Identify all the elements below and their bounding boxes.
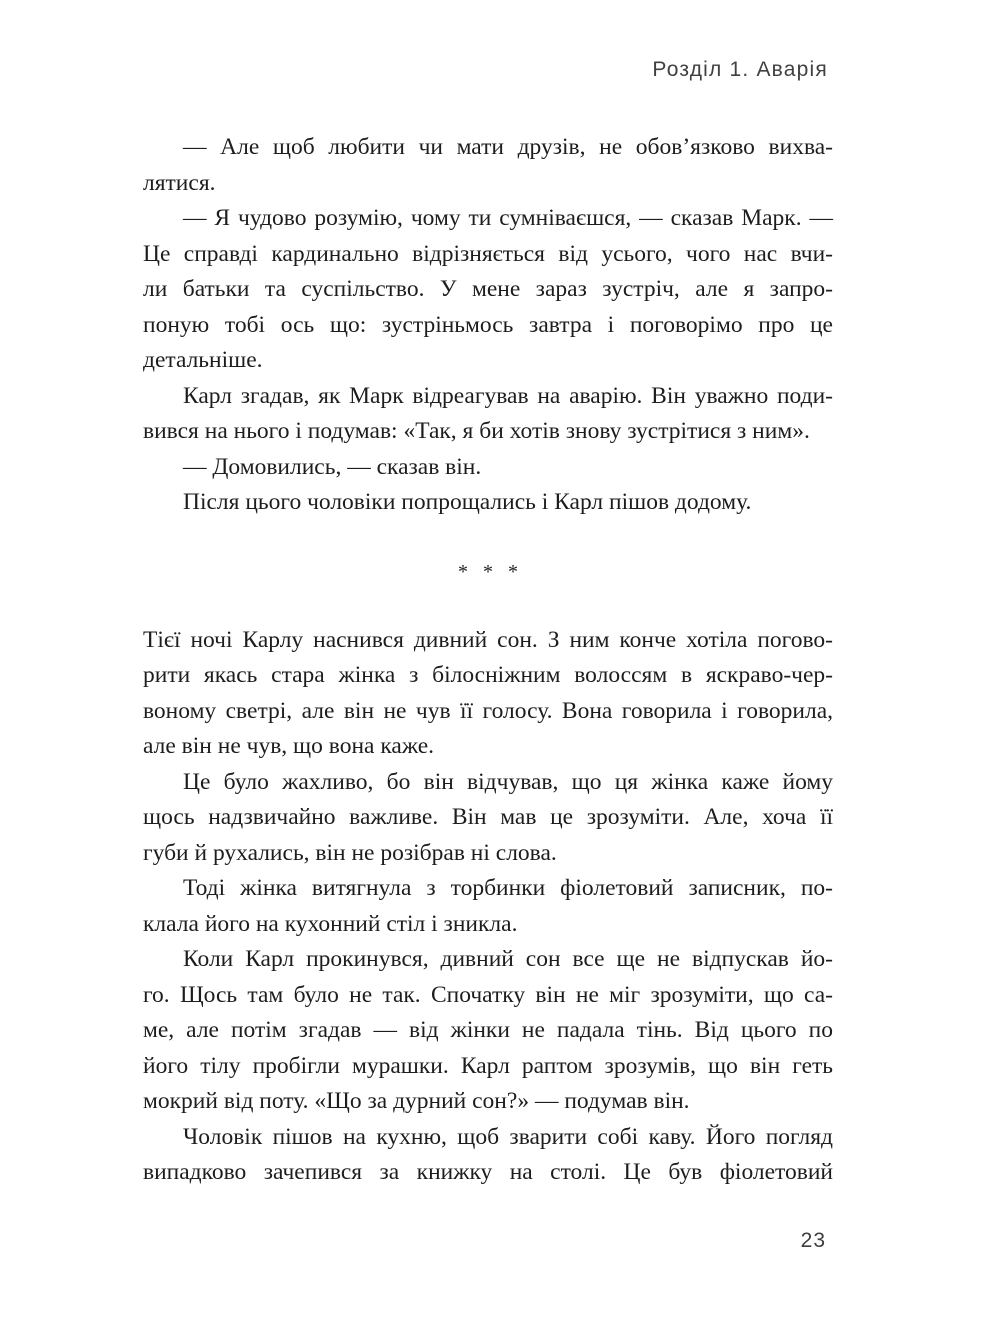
text-line: але він не чув, що вона каже. (143, 733, 435, 759)
text-line: Тієї ночі Карлу наснився дивний сон. З ним конче хотіла погово- (143, 626, 833, 653)
text-line: губи й рухались, він не розібрав ні слова. (143, 839, 557, 866)
text-line: — Я чудово розумію, чому ти сумніваєшся, — сказав Марк. — (183, 205, 833, 231)
text-line: Це справді кардинально відрізняється від усього, чого нас вчи- (143, 240, 833, 267)
text-line: поную тобі ось що: зустріньмось завтра і поговорімо про це (143, 311, 833, 338)
text-line: Коли Карл прокинувся, дивний сон все ще не відпускав йо- (183, 946, 833, 972)
text-line: вився на нього і подумав: «Так, я би хотів знову зустрітися з ним». (143, 418, 810, 444)
text-line: Після цього чоловіки попрощались і Карл пішов додому. (183, 489, 752, 515)
text-line: Чоловік пішов на кухню, щоб зварити собі каву. Його погляд (183, 1123, 833, 1150)
text-line: ме, але потім згадав — від жінки не падала тінь. Від цього по (143, 1017, 833, 1043)
text-line: ли батьки та суспільство. У мене зараз зустріч, але я запро- (143, 276, 833, 302)
text-line: рити якась стара жінка з білосніжним волоссям в яскраво-чер- (143, 662, 833, 688)
running-header-chapter-title: Розділ 1. Аварія (652, 58, 828, 81)
text-line: його тілу пробігли мурашки. Карл раптом зрозумів, що він геть (143, 1052, 833, 1079)
text-line: щось надзвичайно важливе. Він мав це зрозуміти. Але, хоча її (143, 804, 833, 830)
text-line: го. Щось там було не так. Спочатку він не міг зрозуміти, що са- (143, 981, 833, 1008)
text-line: Це було жахливо, бо він відчував, що ця жінка каже йому (183, 768, 833, 795)
text-line: клала його на кухонний стіл і зникла. (143, 910, 518, 937)
text-line: мокрий від поту. «Що за дурний сон?» — подумав він. (143, 1088, 690, 1114)
text-line: Карл згадав, як Марк відреагував на аварію. Він уважно поди- (183, 382, 833, 409)
text-line: випадково зачепився за книжку на столі. Це був фіолетовий (143, 1159, 833, 1185)
text-block (143, 130, 833, 1191)
text-line: детальніше. (143, 347, 263, 373)
text-line: лятися. (143, 169, 216, 196)
text-line: — Домовились, — сказав він. (183, 453, 482, 480)
text-line: воному светрі, але він не чув її голосу. Вона говорила і говорила, (143, 697, 833, 724)
section-separator: * * * (458, 560, 518, 583)
page-number: 23 (800, 1229, 826, 1252)
text-line: Тоді жінка витягнула з торбинки фіолетовий записник, по- (183, 875, 833, 901)
text-line: — Але щоб любити чи мати друзів, не обов’язково вихва- (183, 134, 833, 160)
